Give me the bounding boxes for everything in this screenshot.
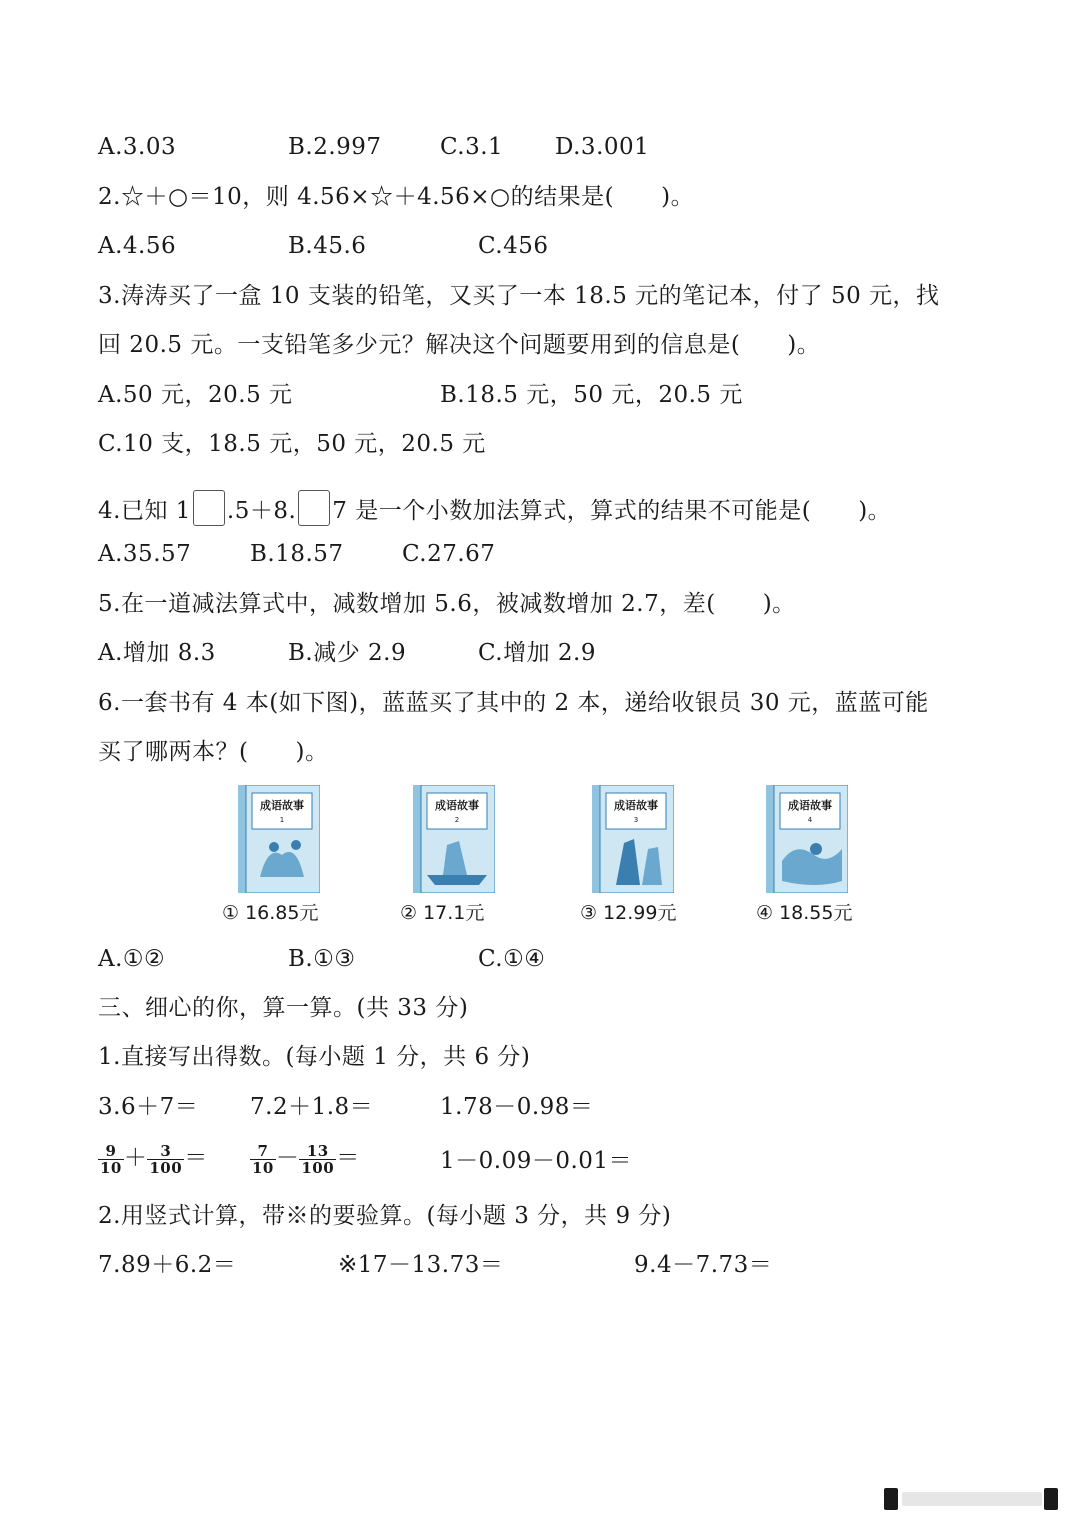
q5-option-c: C.增加 2.9 bbox=[478, 640, 596, 666]
q5-option-a: A.增加 8.3 bbox=[98, 640, 216, 666]
section3-heading: 三、细心的你，算一算。(共 33 分) bbox=[98, 995, 469, 1021]
book-3-volume: 3 bbox=[633, 816, 639, 824]
q4-blank-box-1 bbox=[193, 490, 225, 526]
fraction-3-100: $\frac{3}{100}$ bbox=[149, 1141, 183, 1177]
page-scroll-indicator[interactable] bbox=[884, 1486, 1060, 1512]
book-2-image bbox=[413, 785, 495, 893]
vertical-calc-1: 7.89＋6.2＝ bbox=[98, 1252, 237, 1278]
q4-text bbox=[98, 490, 891, 526]
book-1-image bbox=[238, 785, 320, 893]
book-4-title: 成语故事 bbox=[788, 799, 832, 812]
book-4-image bbox=[766, 785, 848, 893]
fraction-9-10: $\frac{9}{10}$ bbox=[100, 1141, 122, 1177]
book-2-caption: ② 17.1元 bbox=[400, 902, 485, 924]
q1-option-c: C.3.1 bbox=[440, 134, 504, 160]
q3-option-c: C.10 支，18.5 元，50 元，20.5 元 bbox=[98, 431, 486, 457]
q3-text-line2: 回 20.5 元。一支铅笔多少元？解决这个问题要用到的信息是( )。 bbox=[98, 332, 821, 358]
book-2-volume: 2 bbox=[454, 816, 460, 824]
book-3-caption: ③ 12.99元 bbox=[580, 902, 677, 924]
calc-1-2: 7.2＋1.8＝ bbox=[250, 1094, 374, 1120]
calc-2-3: 1－0.09－0.01＝ bbox=[440, 1148, 633, 1174]
calc-2-1: $\frac{9}{10}$ ＋ $\frac{3}{100}$ ＝ bbox=[100, 1141, 208, 1177]
q4-suffix: 7 是一个小数加法算式，算式的结果不可能是( )。 bbox=[332, 498, 892, 524]
book-1-title: 成语故事 bbox=[260, 799, 304, 812]
fraction-7-10: $\frac{7}{10}$ bbox=[252, 1141, 274, 1177]
q5-option-b: B.减少 2.9 bbox=[288, 640, 407, 666]
q4-option-a: A.35.57 bbox=[98, 541, 192, 567]
q5-text: 5.在一道减法算式中，减数增加 5.6，被减数增加 2.7，差( )。 bbox=[98, 591, 796, 617]
q4-option-c: C.27.67 bbox=[402, 541, 496, 567]
book-1-volume: 1 bbox=[279, 816, 285, 824]
q4-option-b: B.18.57 bbox=[250, 541, 344, 567]
section3-part1-title: 1.直接写出得数。(每小题 1 分，共 6 分) bbox=[98, 1044, 531, 1070]
calc-1-1: 3.6＋7＝ bbox=[98, 1094, 199, 1120]
calc-2-2: $\frac{7}{10}$ － $\frac{13}{100}$ ＝ bbox=[252, 1141, 360, 1177]
vertical-calc-3: 9.4－7.73＝ bbox=[634, 1252, 773, 1278]
q1-option-b: B.2.997 bbox=[288, 134, 382, 160]
q1-option-a: A.3.03 bbox=[98, 134, 177, 160]
q2-text: 2.☆＋○＝10，则 4.56×☆＋4.56×○的结果是( )。 bbox=[98, 184, 695, 210]
q1-option-d: D.3.001 bbox=[555, 134, 650, 160]
q6-option-c: C.①④ bbox=[478, 946, 546, 972]
book-3-image bbox=[592, 785, 674, 893]
q6-option-b: B.①③ bbox=[288, 946, 356, 972]
q2-option-c: C.456 bbox=[478, 233, 549, 259]
section3-part2-title: 2.用竖式计算，带※的要验算。(每小题 3 分，共 9 分) bbox=[98, 1203, 672, 1229]
q6-option-a: A.①② bbox=[98, 946, 166, 972]
q4-blank-box-2 bbox=[298, 490, 330, 526]
vertical-calc-2: ※17－13.73＝ bbox=[338, 1252, 504, 1278]
book-4-volume: 4 bbox=[807, 816, 813, 824]
q2-option-b: B.45.6 bbox=[288, 233, 367, 259]
book-3-title: 成语故事 bbox=[614, 799, 658, 812]
q3-text-line1: 3.涛涛买了一盒 10 支装的铅笔，又买了一本 18.5 元的笔记本，付了 50 元，找 bbox=[98, 283, 940, 309]
q4-prefix: 4.已知 1 bbox=[98, 498, 191, 524]
fraction-13-100: $\frac{13}{100}$ bbox=[301, 1141, 335, 1177]
q6-text-line1: 6.一套书有 4 本(如下图)，蓝蓝买了其中的 2 本，递给收银员 30 元，蓝蓝可能 bbox=[98, 690, 929, 716]
calc-1-3: 1.78－0.98＝ bbox=[440, 1094, 594, 1120]
book-1-caption: ① 16.85元 bbox=[222, 902, 319, 924]
q3-option-a: A.50 元，20.5 元 bbox=[98, 382, 293, 408]
q6-text-line2: 买了哪两本？( )。 bbox=[98, 739, 329, 765]
q4-mid: .5＋8. bbox=[226, 498, 297, 524]
q3-option-b: B.18.5 元，50 元，20.5 元 bbox=[440, 382, 743, 408]
q2-option-a: A.4.56 bbox=[98, 233, 177, 259]
book-2-title: 成语故事 bbox=[435, 799, 479, 812]
book-4-caption: ④ 18.55元 bbox=[756, 902, 853, 924]
